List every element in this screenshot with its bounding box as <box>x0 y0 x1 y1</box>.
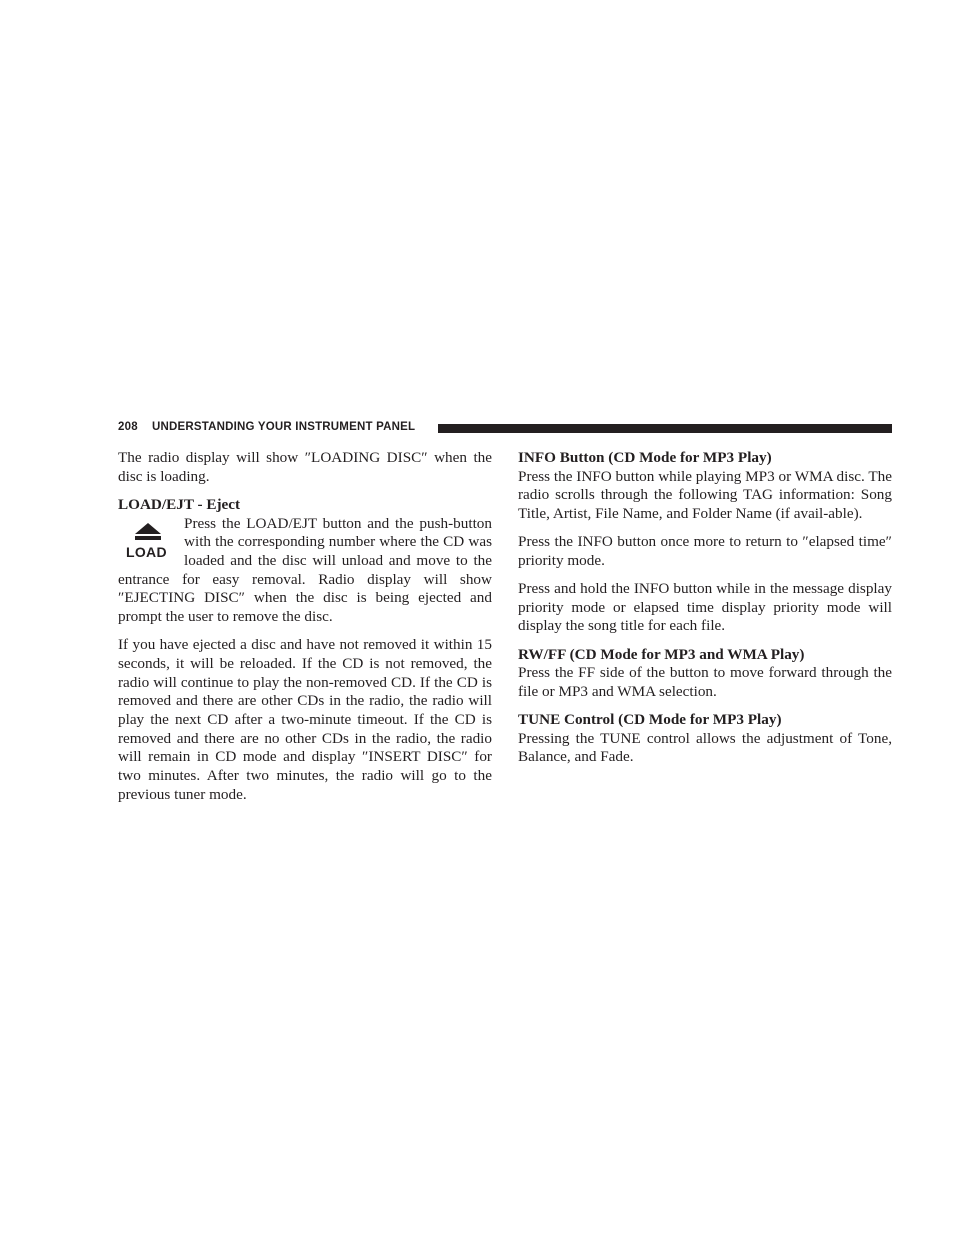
load-eject-heading: LOAD/EJT - Eject <box>118 495 241 513</box>
info-paragraph-3: Press and hold the INFO button while in the message display priority mode or elapsed time display priority mode will display the song title for each file. <box>518 580 892 635</box>
eject-triangle <box>135 523 161 534</box>
left-column <box>118 449 492 814</box>
load-eject-icon <box>118 515 184 571</box>
tune-heading: TUNE Control (CD Mode for MP3 Play) <box>518 711 782 728</box>
rwff-heading: RW/FF (CD Mode for MP3 and WMA Play) <box>518 645 805 663</box>
eject-bar <box>135 536 161 540</box>
info-paragraph-1: Press the INFO button while playing MP3 or WMA disc. The radio scrolls through the following TAG information: Song Title, Artist, File Name, and Folder Name (if avail-able). <box>518 467 892 523</box>
tune-paragraph: Pressing the TUNE control allows the adjustment of Tone, Balance, and Fade. <box>518 729 892 766</box>
header-rule <box>438 424 892 433</box>
info-paragraph-2: Press the INFO button once more to return to ″elapsed time″ priority mode. <box>518 533 892 569</box>
page-header <box>118 420 892 436</box>
page-number: 208 <box>118 421 138 433</box>
load-icon-label: LOAD <box>126 543 167 560</box>
rwff-paragraph: Press the FF side of the button to move forward through the file or MP3 and WMA selection. <box>518 664 892 700</box>
ejected-disc-paragraph: If you have ejected a disc and have not removed it within 15 seconds, it will be reloaded. If the CD is not removed, the radio will continue to play the non-removed CD. If the CD is removed and there are other CDs in the radio, the radio will play the next CD after a two-minute timeout. If the CD is removed and there are no other CDs in the radio, the radio will remain in CD mode and display ″INSERT DISC″ for two minutes. After two minutes, the radio will go to the previous tuner mode. <box>118 636 492 803</box>
load-eject-block <box>118 515 492 627</box>
loading-disc-paragraph: The radio display will show ″LOADING DISC″ when the disc is loading. <box>118 449 492 485</box>
load-eject-paragraph: Press the LOAD/EJT button and the push-button with the corresponding number where the CD was loaded and the disc will unload and move to the entrance for easy removal. Radio display will show ″EJECTING DISC″ when the disc is being ejected and prompt the user to remove the disc. <box>118 514 492 626</box>
info-button-heading: INFO Button (CD Mode for MP3 Play) <box>518 449 772 466</box>
section-title: UNDERSTANDING YOUR INSTRUMENT PANEL <box>152 421 416 433</box>
right-column <box>518 449 892 777</box>
